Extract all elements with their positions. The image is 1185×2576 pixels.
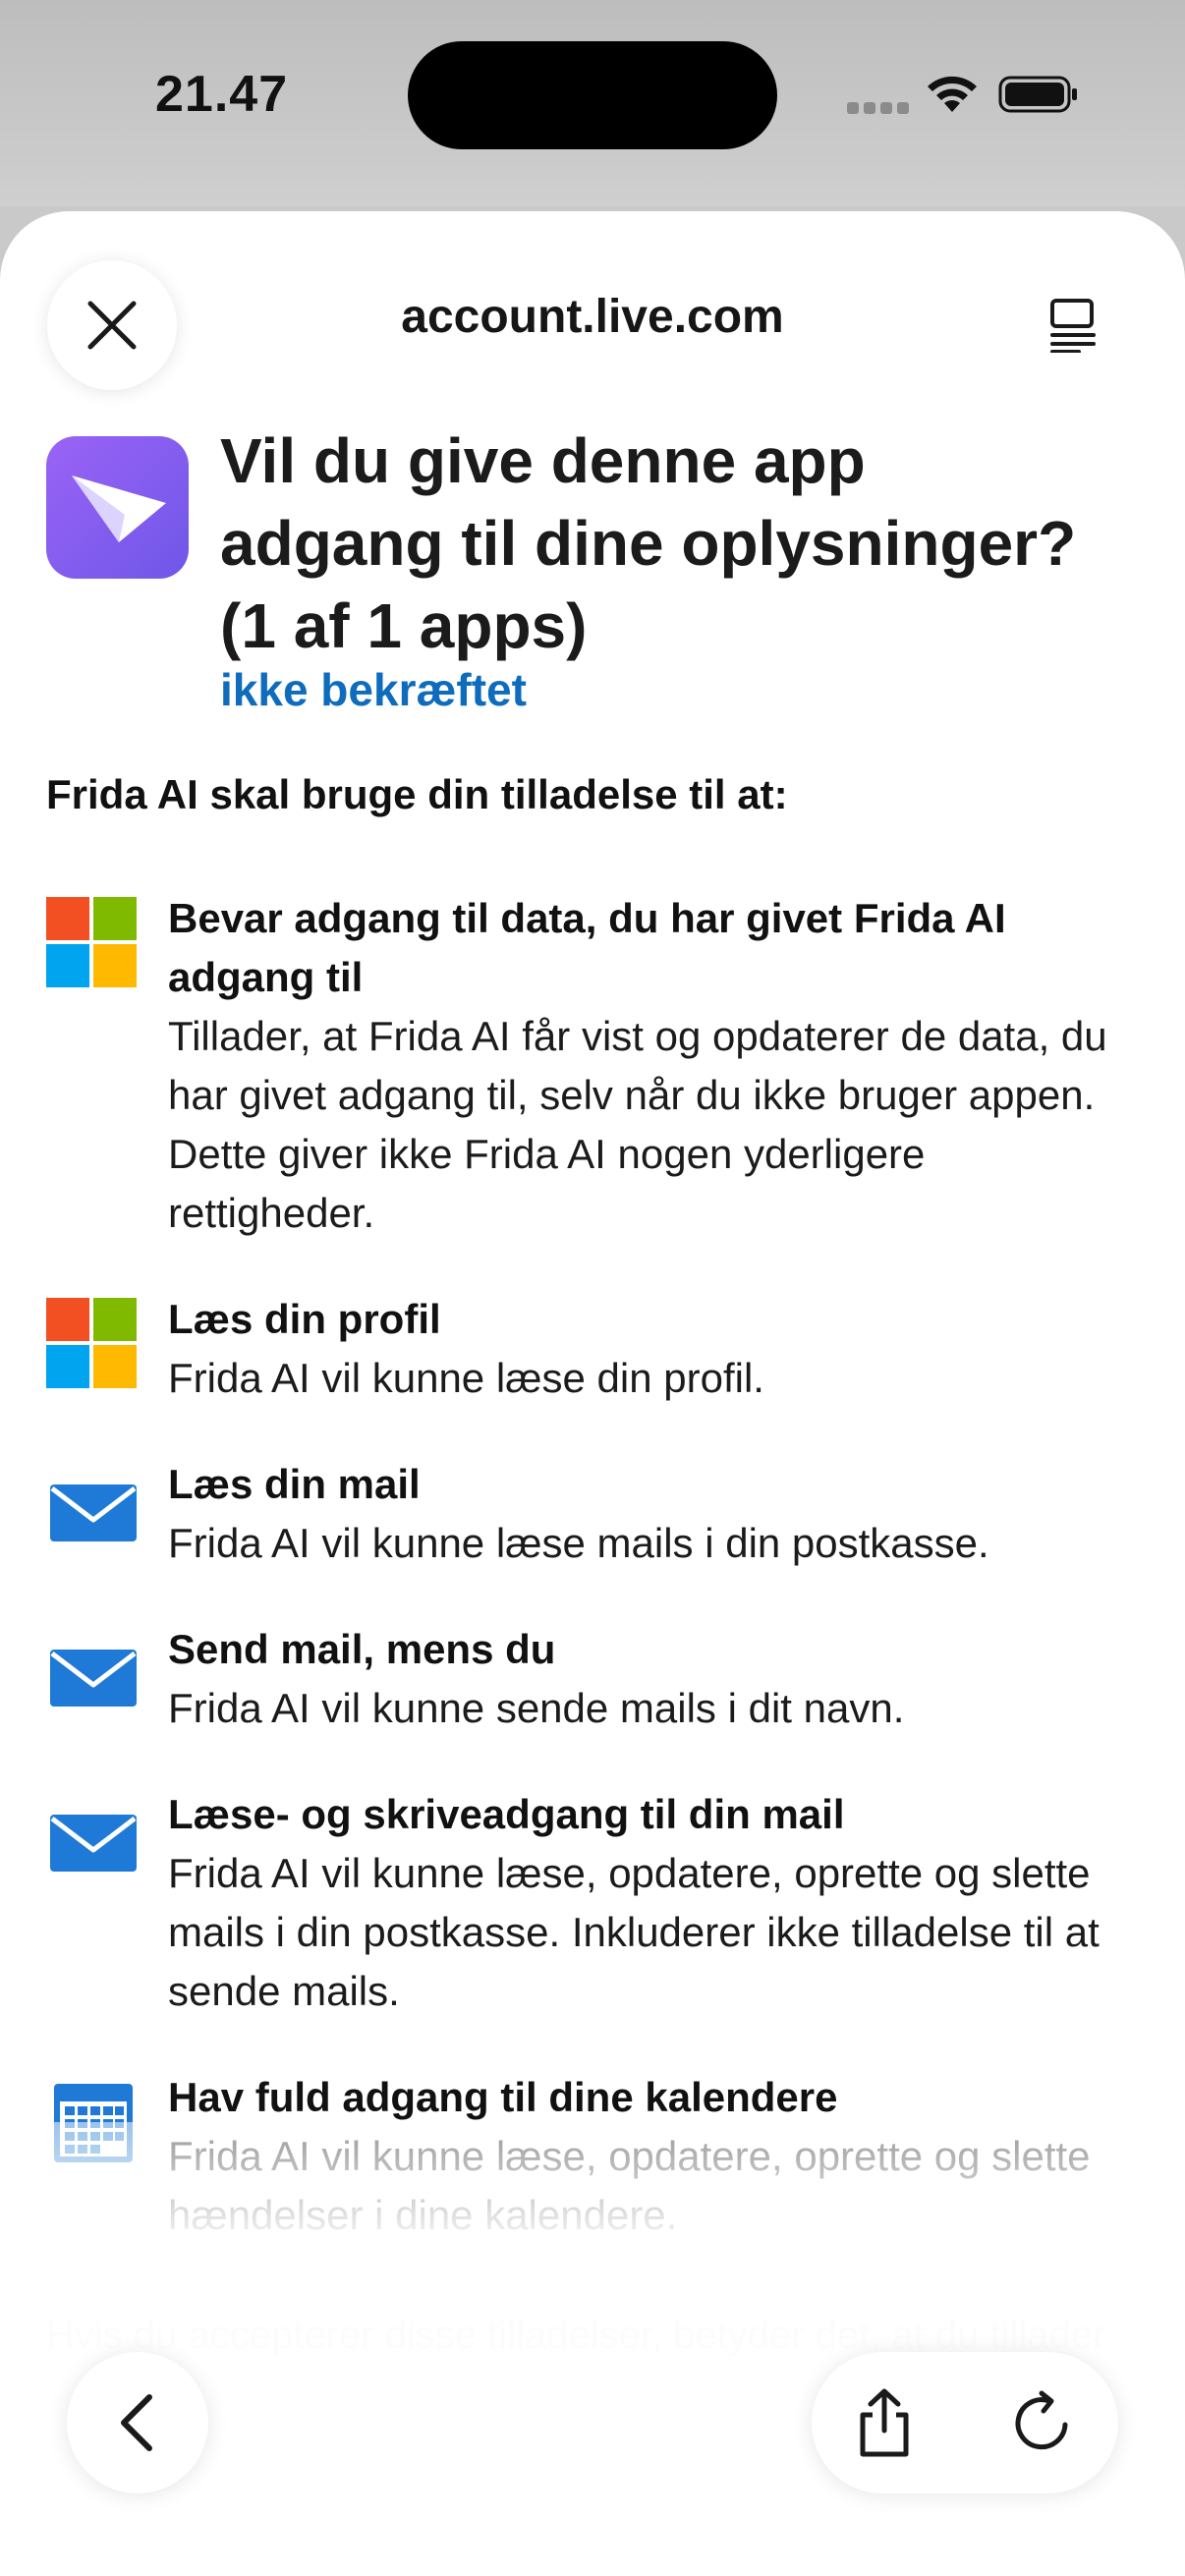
- permission-description: Frida AI vil kunne sende mails i dit navn.: [168, 1685, 905, 1731]
- permission-title: Læse- og skriveadgang til din mail: [168, 1791, 845, 1837]
- share-icon[interactable]: [853, 2387, 916, 2458]
- dynamic-island: [408, 41, 777, 149]
- status-time: 21.47: [155, 66, 289, 123]
- close-button[interactable]: [47, 260, 177, 390]
- mail-icon: [46, 1793, 141, 1887]
- unverified-link[interactable]: ikke bekræftet: [220, 664, 527, 715]
- back-button[interactable]: [67, 2352, 208, 2493]
- microsoft-logo-icon: [46, 1298, 141, 1392]
- permission-description: Frida AI vil kunne læse, opdatere, oprette og slette mails i din postkasse. Inkluderer ikke tilladelse til at sende mails.: [168, 1850, 1100, 2014]
- reader-mode-icon[interactable]: [1049, 298, 1097, 353]
- wifi-icon: [924, 71, 981, 114]
- mail-icon: [46, 1463, 141, 1557]
- url-label[interactable]: account.live.com: [401, 291, 784, 343]
- permission-title: Læs din mail: [168, 1461, 421, 1507]
- battery-icon: [998, 75, 1079, 114]
- permission-title: Hav fuld adgang til dine kalendere: [168, 2074, 838, 2120]
- permission-description: Frida AI vil kunne læse din profil.: [168, 1355, 764, 1401]
- permission-description: Tillader, at Frida AI får vist og opdaterer de data, du har givet adgang til, selv når du ikke bruger appen. Dette giver ikke Frida AI nogen yderligere rettigheder.: [168, 1013, 1107, 1236]
- permission-title: Bevar adgang til data, du har givet Frida AI adgang til: [168, 895, 1006, 1000]
- mail-icon: [46, 1628, 141, 1722]
- bottom-toolbar: [0, 2122, 1185, 2576]
- chevron-left-icon: [110, 2391, 165, 2454]
- close-icon: [85, 298, 140, 353]
- permission-description: Frida AI vil kunne læse mails i din postkasse.: [168, 1520, 989, 1566]
- microsoft-logo-icon: [46, 897, 141, 991]
- permissions-intro: Frida AI skal bruge din tilladelse til at:: [46, 771, 788, 817]
- status-bar: [0, 0, 1185, 206]
- action-pill: [812, 2352, 1118, 2493]
- consent-title: Vil du give denne app adgang til dine oplysninger? (1 af 1 apps): [220, 425, 1077, 661]
- cellular-signal-icon: [847, 102, 908, 116]
- reload-icon[interactable]: [1012, 2389, 1075, 2456]
- permission-title: Læs din profil: [168, 1296, 441, 1342]
- permission-title: Send mail, mens du: [168, 1626, 556, 1672]
- app-logo-icon: [46, 436, 189, 579]
